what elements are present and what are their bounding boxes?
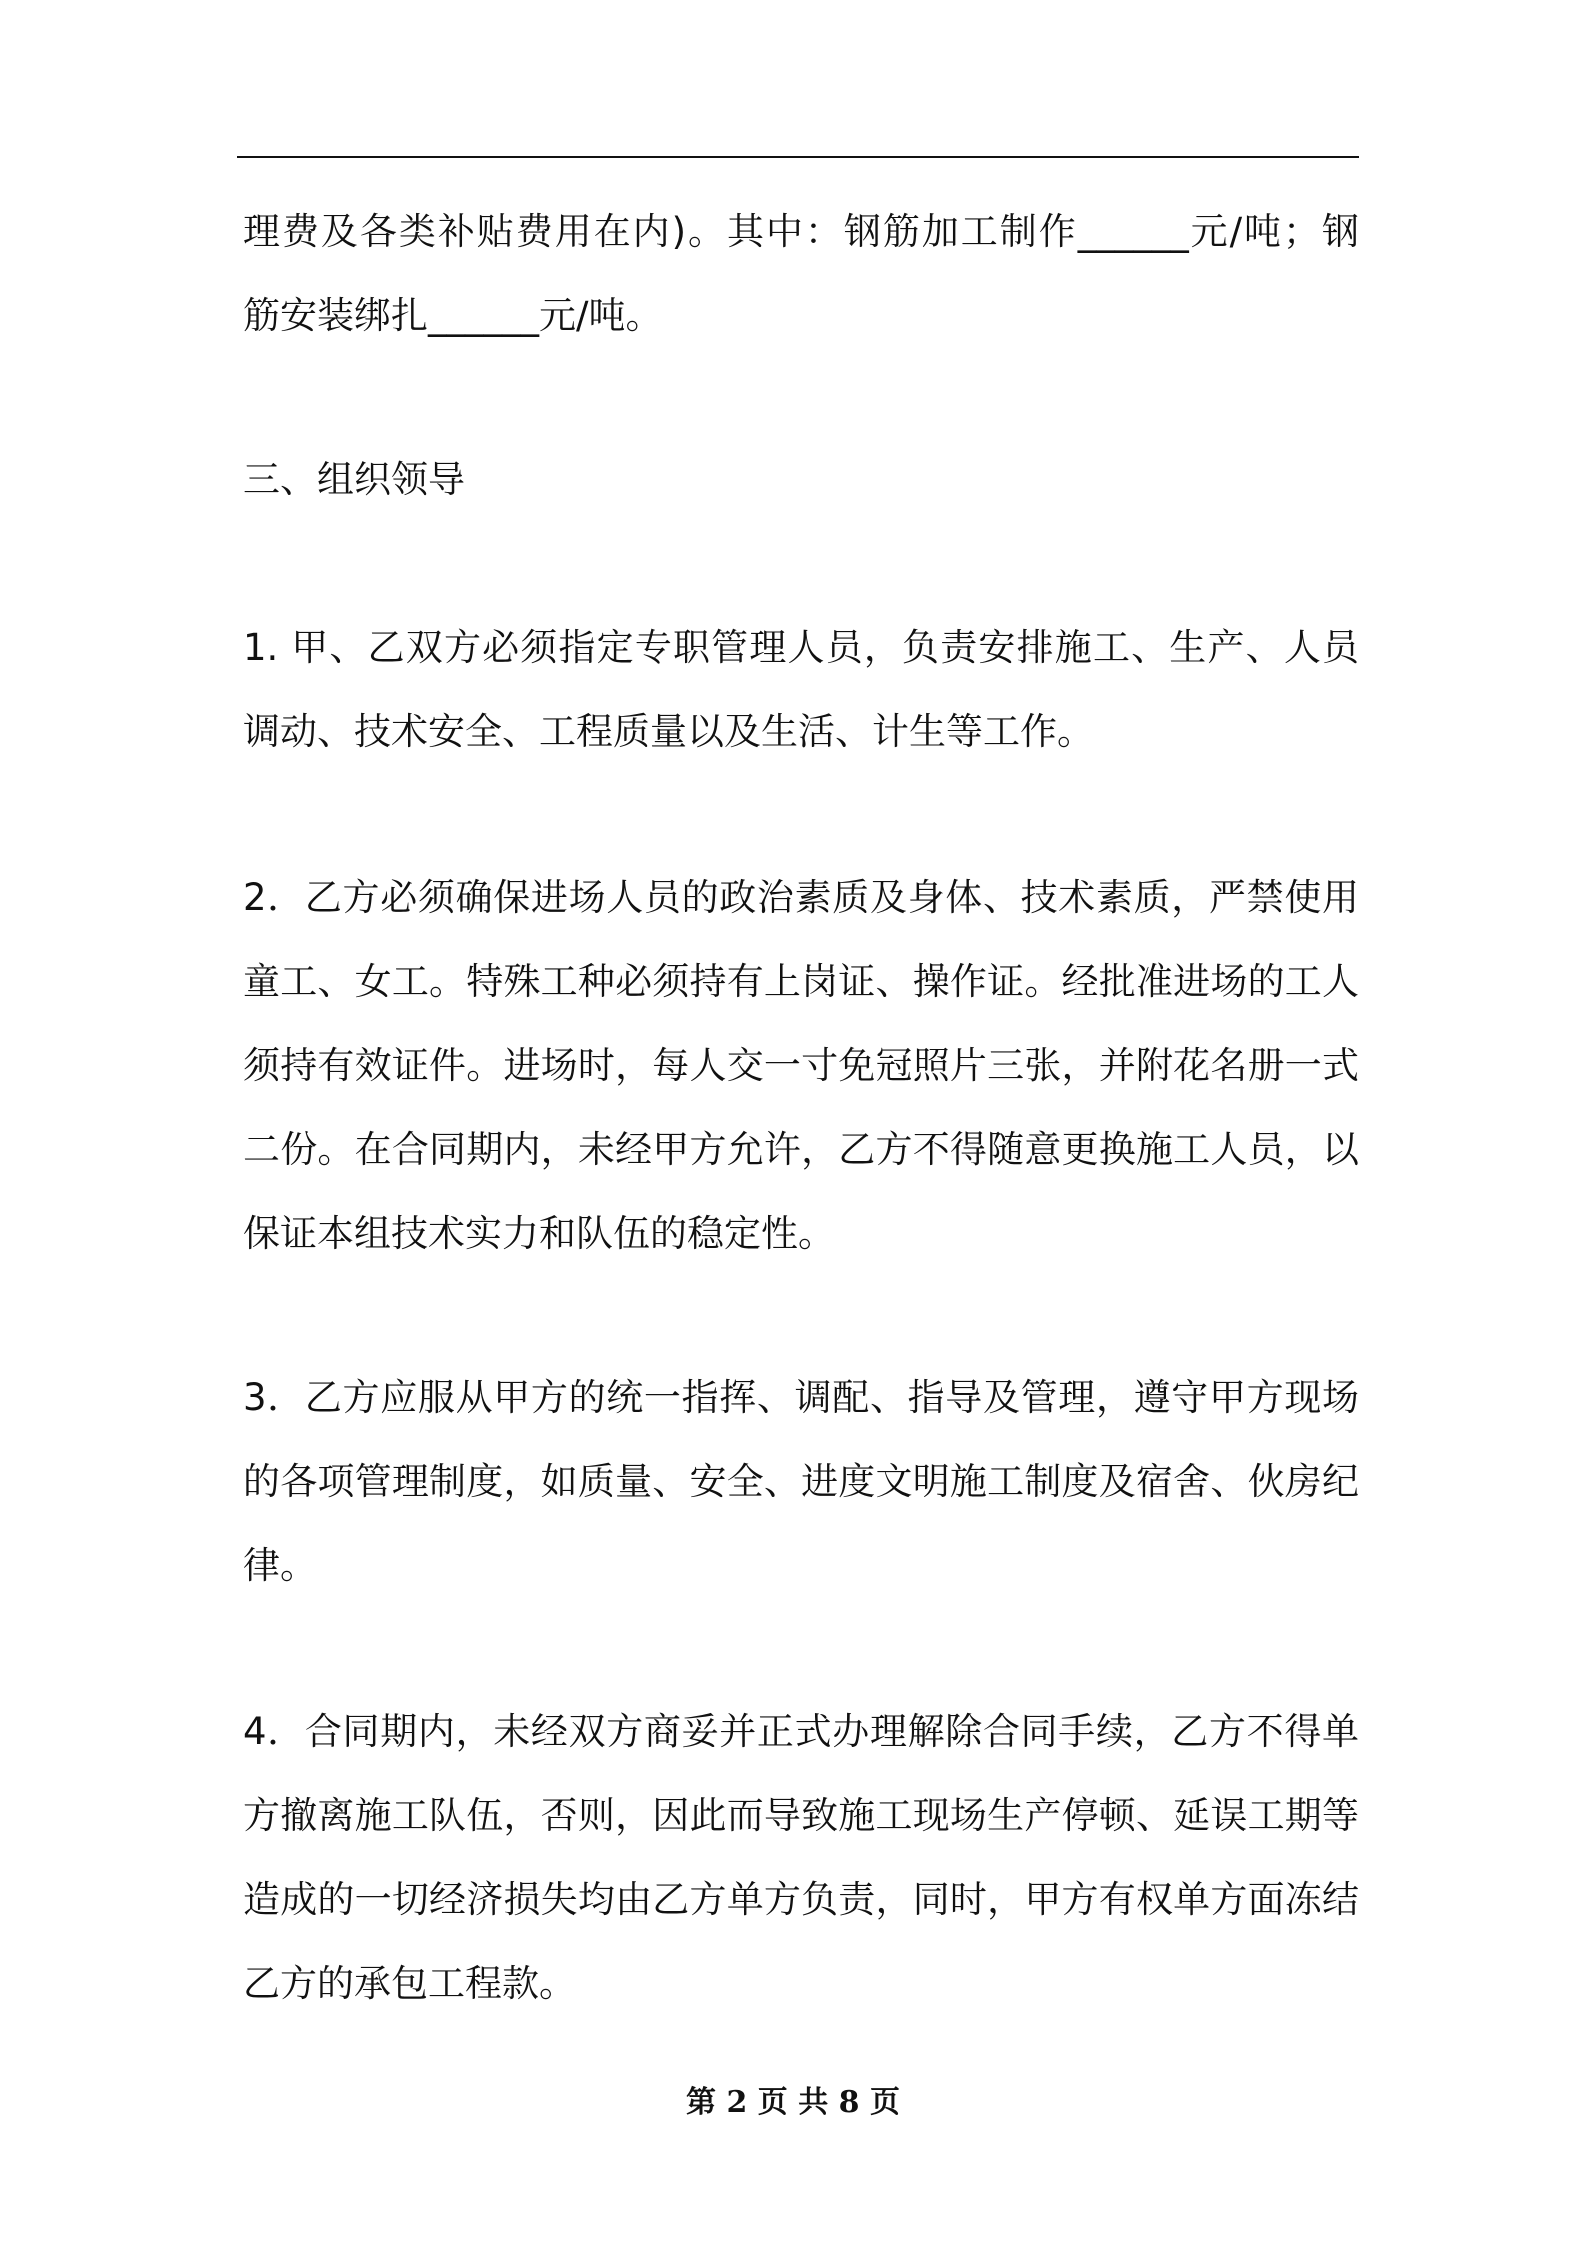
- text-line: 3．乙方应服从甲方的统一指挥、调配、指导及管理，遵守甲方现场: [243, 1376, 1359, 1419]
- text-line: 1. 甲、乙双方必须指定专职管理人员，负责安排施工、生产、人员: [243, 626, 1359, 669]
- text-line: 乙方的承包工程款。: [243, 1962, 576, 2005]
- text-line: 造成的一切经济损失均由乙方单方负责，同时，甲方有权单方面冻结: [243, 1878, 1359, 1921]
- text-line: 4．合同期内，未经双方商妥并正式办理解除合同手续，乙方不得单: [243, 1710, 1359, 1753]
- text-line: 须持有效证件。进场时，每人交一寸免冠照片三张，并附花名册一式: [243, 1044, 1359, 1087]
- text-line: 律。: [243, 1544, 317, 1587]
- text-line: 方撤离施工队伍，否则，因此而导致施工现场生产停顿、延误工期等: [243, 1794, 1359, 1837]
- text-line: 二份。在合同期内，未经甲方允许，乙方不得随意更换施工人员，以: [243, 1128, 1359, 1171]
- text-line: 保证本组技术实力和队伍的稳定性。: [243, 1212, 835, 1255]
- section-heading: 三、组织领导: [243, 458, 465, 501]
- text-line: 2．乙方必须确保进场人员的政治素质及身体、技术素质，严禁使用: [243, 876, 1359, 919]
- text-line: 筋安装绑扎______元/吨。: [243, 294, 663, 337]
- continuation-paragraph: [243, 190, 1359, 358]
- page-number-footer: 第 2 页 共 8 页: [686, 2085, 900, 2120]
- paragraph-3: [243, 1356, 1359, 1608]
- paragraph-1: [243, 606, 1359, 774]
- text-line: 童工、女工。特殊工种必须持有上岗证、操作证。经批准进场的工人: [243, 960, 1359, 1003]
- text-line: 调动、技术安全、工程质量以及生活、计生等工作。: [243, 710, 1094, 753]
- text-line: 的各项管理制度，如质量、安全、进度文明施工制度及宿舍、伙房纪: [243, 1460, 1359, 1503]
- paragraph-4: [243, 1690, 1359, 2026]
- text-line: 理费及各类补贴费用在内)。其中：钢筋加工制作______元/吨；钢: [243, 210, 1359, 253]
- header-rule: [237, 156, 1359, 158]
- paragraph-2: [243, 856, 1359, 1276]
